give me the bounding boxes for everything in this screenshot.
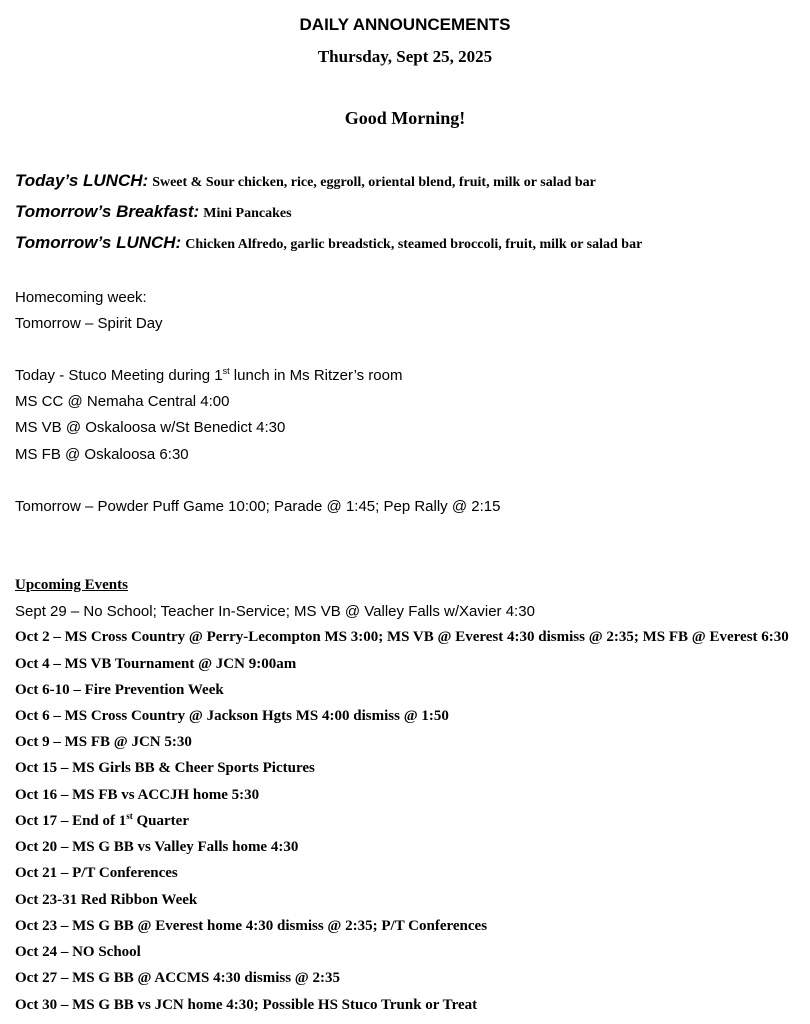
event-item: Oct 6 – MS Cross Country @ Jackson Hgts MS 4:00 dismiss @ 1:50 <box>15 708 449 724</box>
menu-label: Tomorrow’s LUNCH: <box>15 233 182 252</box>
menu-text: Sweet & Sour chicken, rice, eggroll, oriental blend, fruit, milk or salad bar <box>152 175 596 190</box>
upcoming-events-heading: Upcoming Events <box>15 577 128 593</box>
quarter-text: Oct 17 – End of 1 <box>15 813 127 829</box>
today-event: MS VB @ Oskaloosa w/St Benedict 4:30 <box>15 419 286 436</box>
greeting: Good Morning! <box>344 108 466 128</box>
event-item: Oct 9 – MS FB @ JCN 5:30 <box>15 734 192 750</box>
menu-label: Today’s LUNCH: <box>15 171 149 190</box>
spirit-day-line: Tomorrow – Spirit Day <box>15 315 163 332</box>
page-title: DAILY ANNOUNCEMENTS <box>299 15 511 34</box>
quarter-text-rest: Quarter <box>132 813 189 829</box>
stuco-meeting-line <box>15 367 402 384</box>
event-item: Oct 15 – MS Girls BB & Cheer Sports Pictures <box>15 760 315 776</box>
event-item: Oct 21 – P/T Conferences <box>15 865 178 881</box>
event-item: Oct 27 – MS G BB @ ACCMS 4:30 dismiss @ 2:35 <box>15 970 340 986</box>
event-item: Oct 16 – MS FB vs ACCJH home 5:30 <box>15 787 260 803</box>
menu-text: Chicken Alfredo, garlic breadstick, steamed broccoli, fruit, milk or salad bar <box>185 237 643 252</box>
ordinal-suffix: st <box>222 366 230 376</box>
event-item: Oct 23 – MS G BB @ Everest home 4:30 dismiss @ 2:35; P/T Conferences <box>15 918 488 934</box>
event-item: Oct 4 – MS VB Tournament @ JCN 9:00am <box>15 656 297 672</box>
menu-text: Mini Pancakes <box>203 206 292 221</box>
tomorrow-schedule: Tomorrow – Powder Puff Game 10:00; Parade @ 1:45; Pep Rally @ 2:15 <box>15 498 501 515</box>
stuco-text-rest: lunch in Ms Ritzer’s room <box>229 367 403 384</box>
today-event: MS FB @ Oskaloosa 6:30 <box>15 446 189 463</box>
event-item: Oct 23-31 Red Ribbon Week <box>15 892 198 908</box>
event-item: Oct 24 – NO School <box>15 944 141 960</box>
homecoming-heading: Homecoming week: <box>15 289 147 306</box>
event-item: Oct 2 – MS Cross Country @ Perry-Lecompton MS 3:00; MS VB @ Everest 4:30 dismiss @ 2:35; MS FB @ Everest 6:30 <box>15 629 789 645</box>
today-event: MS CC @ Nemaha Central 4:00 <box>15 393 230 410</box>
event-item: Oct 6-10 – Fire Prevention Week <box>15 682 224 698</box>
menu-label: Tomorrow’s Breakfast: <box>15 202 200 221</box>
event-item: Oct 20 – MS G BB vs Valley Falls home 4:30 <box>15 839 299 855</box>
ordinal-suffix: st <box>126 811 133 821</box>
announcement-date: Thursday, Sept 25, 2025 <box>317 47 493 66</box>
stuco-text: Today - Stuco Meeting during 1 <box>15 367 223 384</box>
event-item: Oct 30 – MS G BB vs JCN home 4:30; Possible HS Stuco Trunk or Treat <box>15 997 478 1013</box>
event-item: Sept 29 – No School; Teacher In-Service; MS VB @ Valley Falls w/Xavier 4:30 <box>15 603 535 620</box>
tomorrow-lunch-row <box>15 233 642 253</box>
today-lunch-row <box>15 171 596 191</box>
tomorrow-breakfast-row <box>15 202 292 222</box>
event-item-quarter <box>15 813 189 830</box>
